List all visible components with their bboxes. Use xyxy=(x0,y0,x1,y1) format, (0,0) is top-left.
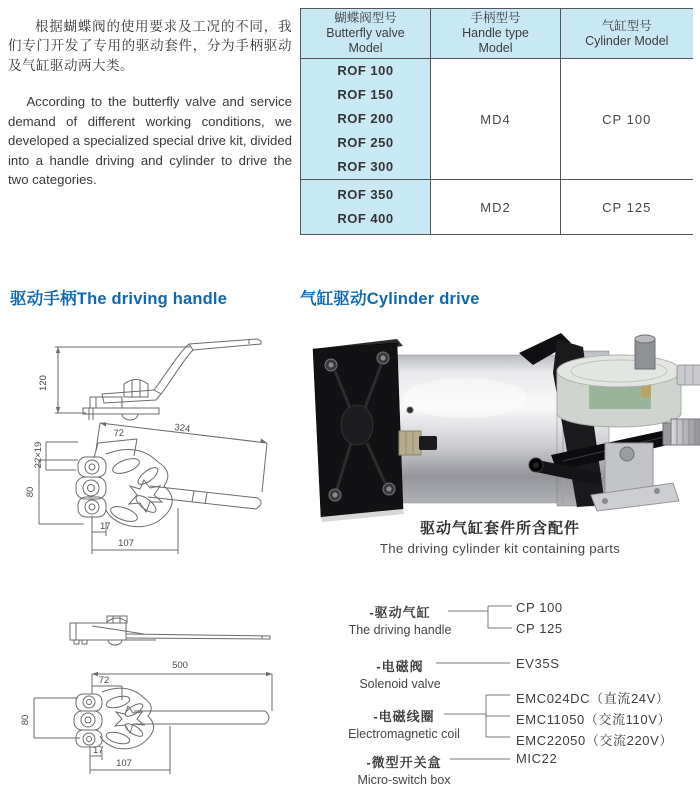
part-label-solenoid-valve xyxy=(346,656,454,691)
part-label-micro-switch-box xyxy=(346,752,462,787)
photo-caption xyxy=(330,517,670,556)
table-row-group-1 xyxy=(301,59,693,180)
header-en: Butterfly valve Model xyxy=(326,26,405,55)
model-ev35s: EV35S xyxy=(516,656,560,671)
photo-caption-zh: 驱动气缸套件所含配件 xyxy=(419,520,580,537)
dim-label-72: 72 xyxy=(113,427,125,440)
valve-model: ROF 350 xyxy=(337,187,394,202)
straight-top-view-lines xyxy=(34,672,272,774)
table-header-row xyxy=(301,9,693,59)
drawing-handle-side-view xyxy=(30,334,265,426)
intro-paragraph-zh: 根据蝴蝶阀的使用要求及工况的不同，我们专门开发了专用的驱动套件，分为手柄驱动及气缸驱动两大类。 xyxy=(8,18,292,73)
dim-label-120: 120 xyxy=(38,375,49,391)
part-zh: -电磁阀 xyxy=(376,659,424,674)
switch-box-fitting xyxy=(677,365,700,385)
valve-model: ROF 300 xyxy=(337,159,394,174)
intro-paragraph-en: According to the butterfly valve and service demand of different working conditions, we developed a specialized special drive kit, divided into a handle driving and cylinder to drive the two categories. xyxy=(8,94,292,188)
header-zh: 气缸型号 xyxy=(601,18,652,33)
valve-models-group-2 xyxy=(301,180,431,235)
handle-side-view-lines xyxy=(55,339,261,420)
part-en: Solenoid valve xyxy=(359,677,441,691)
part-label-driving-cylinder xyxy=(346,602,454,637)
section-title-cylinder-drive: 气缸驱动Cylinder drive xyxy=(300,290,480,308)
header-zh: 手柄型号 xyxy=(470,11,521,25)
part-label-electromagnetic-coil xyxy=(340,706,468,741)
part-en: Micro-switch box xyxy=(357,773,451,787)
dim-label-22x19: 22×19 xyxy=(33,441,44,469)
dim-label-107: 107 xyxy=(116,758,132,769)
col-header-handle-type xyxy=(431,9,561,59)
model-cp100: CP 100 xyxy=(516,600,563,615)
valve-drive-spec-table xyxy=(300,8,693,235)
part-zh: -微型开关盒 xyxy=(366,755,442,770)
model-emc22050: EMC22050（交流220V） xyxy=(516,733,673,748)
part-zh: -驱动气缸 xyxy=(369,605,431,620)
cylinder-model-group-2: CP 125 xyxy=(561,180,693,235)
valve-models-group-1 xyxy=(301,59,431,180)
header-zh: 蝴蝶阀型号 xyxy=(334,11,397,25)
section-title-driving-handle: 驱动手柄The driving handle xyxy=(10,290,228,308)
part-en: The driving handle xyxy=(348,623,452,637)
drawing-handle-top-view-angled xyxy=(26,418,288,570)
valve-model: ROF 150 xyxy=(337,87,394,102)
dim-label-72: 72 xyxy=(98,675,110,686)
valve-model: ROF 250 xyxy=(337,135,394,150)
valve-model: ROF 200 xyxy=(337,111,394,126)
dim-label-80: 80 xyxy=(20,714,31,726)
col-header-butterfly-valve xyxy=(301,9,431,59)
part-en: Electromagnetic coil xyxy=(348,727,460,741)
model-cp125: CP 125 xyxy=(516,621,563,636)
handle-model-group-2: MD2 xyxy=(431,180,561,235)
drawing-straight-handle-top-view xyxy=(22,654,284,790)
valve-model: ROF 100 xyxy=(337,63,394,78)
model-emc11050: EMC11050（交流110V） xyxy=(516,712,672,727)
cylinder-model-group-1: CP 100 xyxy=(561,59,693,180)
col-header-cylinder-model xyxy=(561,9,693,59)
handle-top-view-lines xyxy=(39,422,267,554)
dim-label-17: 17 xyxy=(100,521,111,532)
dim-label-500: 500 xyxy=(172,660,188,671)
valve-model: ROF 400 xyxy=(337,211,394,226)
model-mic22: MIC22 xyxy=(516,751,558,766)
cylinder-drive-photo xyxy=(305,313,700,513)
part-zh: -电磁线圈 xyxy=(373,709,435,724)
dim-label-107: 107 xyxy=(118,538,134,549)
dim-label-17: 17 xyxy=(93,745,104,756)
straight-side-view-lines xyxy=(70,616,270,645)
header-en: Handle type Model xyxy=(462,26,529,55)
table-row-group-2 xyxy=(301,180,693,235)
handle-model-group-1: MD4 xyxy=(431,59,561,180)
dim-label-80: 80 xyxy=(25,486,36,498)
dim-label-324: 324 xyxy=(173,422,191,435)
threaded-rod xyxy=(663,419,700,445)
model-emc024dc: EMC024DC（直流24V） xyxy=(516,691,670,706)
header-en: Cylinder Model xyxy=(585,33,669,48)
photo-caption-en: The driving cylinder kit containing parts xyxy=(379,541,621,556)
drawing-straight-handle-side-view xyxy=(64,612,276,648)
